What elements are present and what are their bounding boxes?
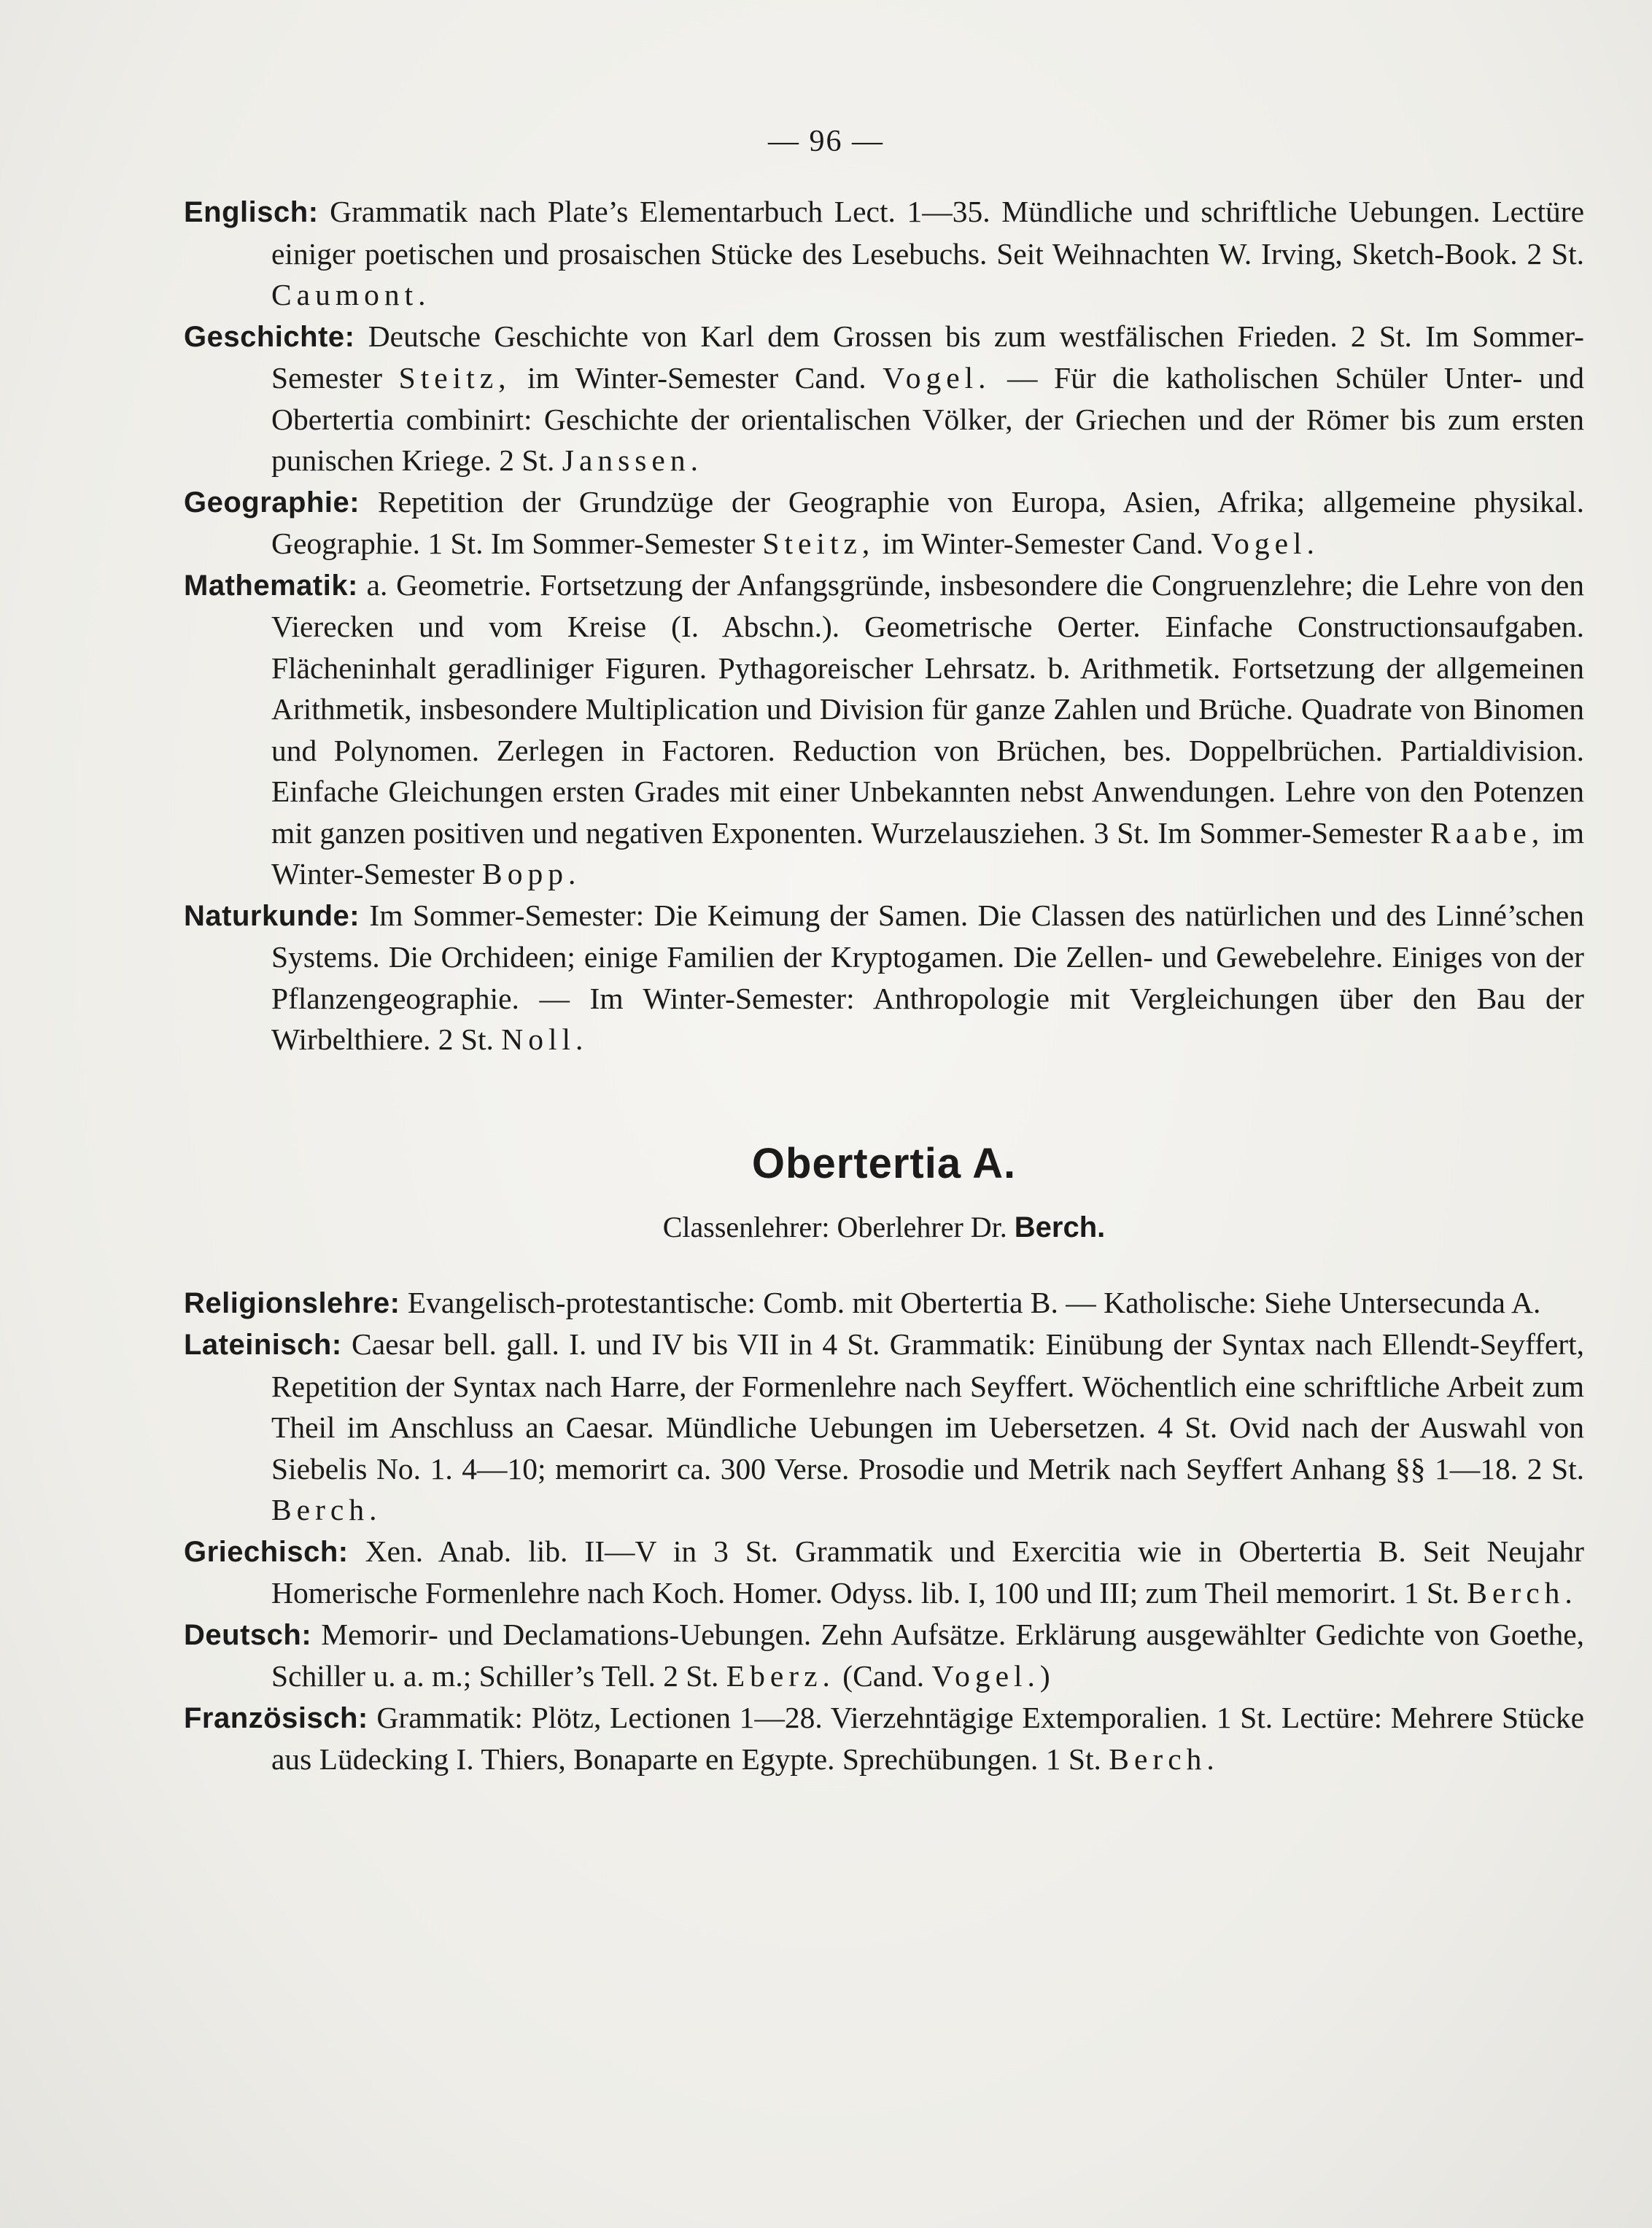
subject-entry xyxy=(184,1614,1584,1697)
subject-entry xyxy=(184,1282,1584,1324)
entry-text: Xen. Anab. lib. II—V in 3 St. Grammatik und Exercitia wie in Obertertia B. Seit Neujahr Homerische Formenlehre nach Koch. Homer. Odyss. lib. I, 100 und III; zum Theil memorirt. 1 St. xyxy=(271,1534,1584,1610)
teacher-name: Steitz, xyxy=(762,527,875,560)
subject-label: Religionslehre: xyxy=(184,1286,400,1319)
teacher-name: Noll. xyxy=(501,1022,589,1056)
teacher-name: Janssen. xyxy=(562,443,703,477)
entry-text: Memorir- und Declamations-Uebungen. Zehn Aufsätze. Erklärung ausgewählter Gedichte von Goethe, Schiller u. a. m.; Schiller’s Tell. 2 St. xyxy=(271,1617,1584,1693)
subject-entry xyxy=(184,316,1584,481)
entry-text: ) xyxy=(1039,1659,1050,1693)
subject-label: Lateinisch: xyxy=(184,1329,342,1361)
entry-text: Repetition der Grundzüge der Geographie von Europa, Asien, Afrika; allgemeine physikal. Geographie. 1 St. Im Sommer-Semester xyxy=(271,484,1584,560)
entry-text: Deutsche Geschichte von Karl dem Grossen bis zum westfälischen Frieden. 2 St. Im Sommer-Semester xyxy=(271,319,1584,395)
class-teacher-line xyxy=(184,1210,1584,1244)
class-teacher-name: Berch. xyxy=(1014,1211,1106,1243)
entry-text: Evangelisch-protestantische: Comb. mit Obertertia B. — Katholische: Siehe Untersecunda A. xyxy=(407,1285,1541,1319)
teacher-name: Raabe, xyxy=(1430,815,1545,850)
teacher-name: Vogel. xyxy=(883,361,991,395)
entry-text: im Winter-Semester Cand. xyxy=(511,361,883,395)
section-title: Obertertia A. xyxy=(751,1139,1017,1187)
teacher-name: Vogel. xyxy=(931,1659,1040,1693)
subject-label: Mathematik: xyxy=(184,569,358,602)
page-content xyxy=(184,191,1584,1780)
class-teacher-prefix: Classenlehrer: Oberlehrer Dr. xyxy=(662,1210,1007,1243)
subject-label: Geschichte: xyxy=(184,320,355,353)
entry-text: Im Sommer-Semester: Die Keimung der Samen. Die Classen des natürlichen und des Linné’schen Systems. Die Orchideen; einige Familien der Kryptogamen. Die Zellen- und Gewebelehre. Einiges von der Pflanzengeographie. — Im Winter-Semester: Anthropologie mit Vergleichungen über den Bau der Wirbelthiere. 2 St. xyxy=(271,898,1584,1056)
top-entries xyxy=(184,191,1584,1060)
page-number: — 96 — xyxy=(768,125,884,158)
teacher-name: Bopp. xyxy=(482,857,581,890)
teacher-name: Steitz, xyxy=(398,361,511,395)
subject-label: Naturkunde: xyxy=(184,899,360,932)
subject-label: Griechisch: xyxy=(184,1535,349,1568)
entry-text: im Winter-Semester Cand. xyxy=(875,527,1211,560)
subject-entry xyxy=(184,1697,1584,1780)
teacher-name: Caumont. xyxy=(271,278,431,311)
subject-entry xyxy=(184,191,1584,316)
subject-entry xyxy=(184,1324,1584,1531)
subject-entry xyxy=(184,481,1584,564)
teacher-name: Berch. xyxy=(271,1493,382,1526)
bottom-entries xyxy=(184,1282,1584,1780)
entry-text: — Für die katholischen Schüler Unter- und Obertertia combinirt: Geschichte der orientalischen Völker, der Griechen und der Römer bis zum ersten punischen Kriege. 2 St. xyxy=(271,361,1584,477)
subject-entry xyxy=(184,564,1584,895)
entry-text: im Winter-Semester xyxy=(271,815,1585,890)
teacher-name: Eberz. xyxy=(726,1659,835,1693)
subject-label: Deutsch: xyxy=(184,1618,312,1651)
subject-label: Geographie: xyxy=(184,486,360,519)
teacher-name: Berch. xyxy=(1467,1576,1578,1610)
subject-label: Französisch: xyxy=(184,1701,368,1734)
entry-text: (Cand. xyxy=(834,1659,932,1693)
subject-entry xyxy=(184,1531,1584,1614)
subject-label: Englisch: xyxy=(184,196,319,228)
entry-text: Caesar bell. gall. I. und IV bis VII in 4 St. Grammatik: Einübung der Syntax nach Ellendt-Seyffert, Repetition der Syntax nach Harre, der Formenlehre nach Seyffert. Wöchentlich eine schriftliche Arbeit zum Theil im Anschluss an Caesar. Mündliche Uebungen im Uebersetzen. 4 St. Ovid nach der Auswahl von Siebelis No. 1. 4—10; memorirt ca. 300 Verse. Prosodie und Metrik nach Seyffert Anhang §§ 1—18. 2 St. xyxy=(271,1327,1584,1486)
teacher-name: Vogel. xyxy=(1211,527,1319,560)
entry-text: Grammatik: Plötz, Lectionen 1—28. Vierzehntägige Extemporalien. 1 St. Lectüre: Mehrere Stücke aus Lüdecking I. Thiers, Bonaparte en Egypte. Sprechübungen. 1 St. xyxy=(271,1700,1584,1776)
entry-text: a. Geometrie. Fortsetzung der Anfangsgründe, insbesondere die Congruenzlehre; die Lehre von den Vierecken und vom Kreise (I. Abschn.). Geometrische Oerter. Einfache Constructionsaufgaben. Flächeninhalt geradliniger Figuren. Pythagoreischer Lehrsatz. b. Arithmetik. Fortsetzung der allgemeinen Arithmetik, insbesondere Multiplication und Division für ganze Zahlen und Brüche. Quadrate von Binomen und Polynomen. Zerlegen in Factoren. Reduction von Brüchen, bes. Doppelbrüchen. Partialdivision. Einfache Gleichungen ersten Grades mit einer Unbekannten nebst Anwendungen. Lehre von den Potenzen mit ganzen positiven und negativen Exponenten. Wurzelausziehen. 3 St. Im Sommer-Semester xyxy=(271,567,1584,850)
subject-entry xyxy=(184,895,1584,1060)
teacher-name: Berch. xyxy=(1109,1742,1219,1776)
entry-text: Grammatik nach Plate’s Elementarbuch Lect. 1—35. Mündliche und schriftliche Uebungen. Lectüre einiger poetischen und prosaischen Stücke des Lesebuchs. Seit Weihnachten W. Irving, Sketch-Book. 2 St. xyxy=(271,195,1584,271)
